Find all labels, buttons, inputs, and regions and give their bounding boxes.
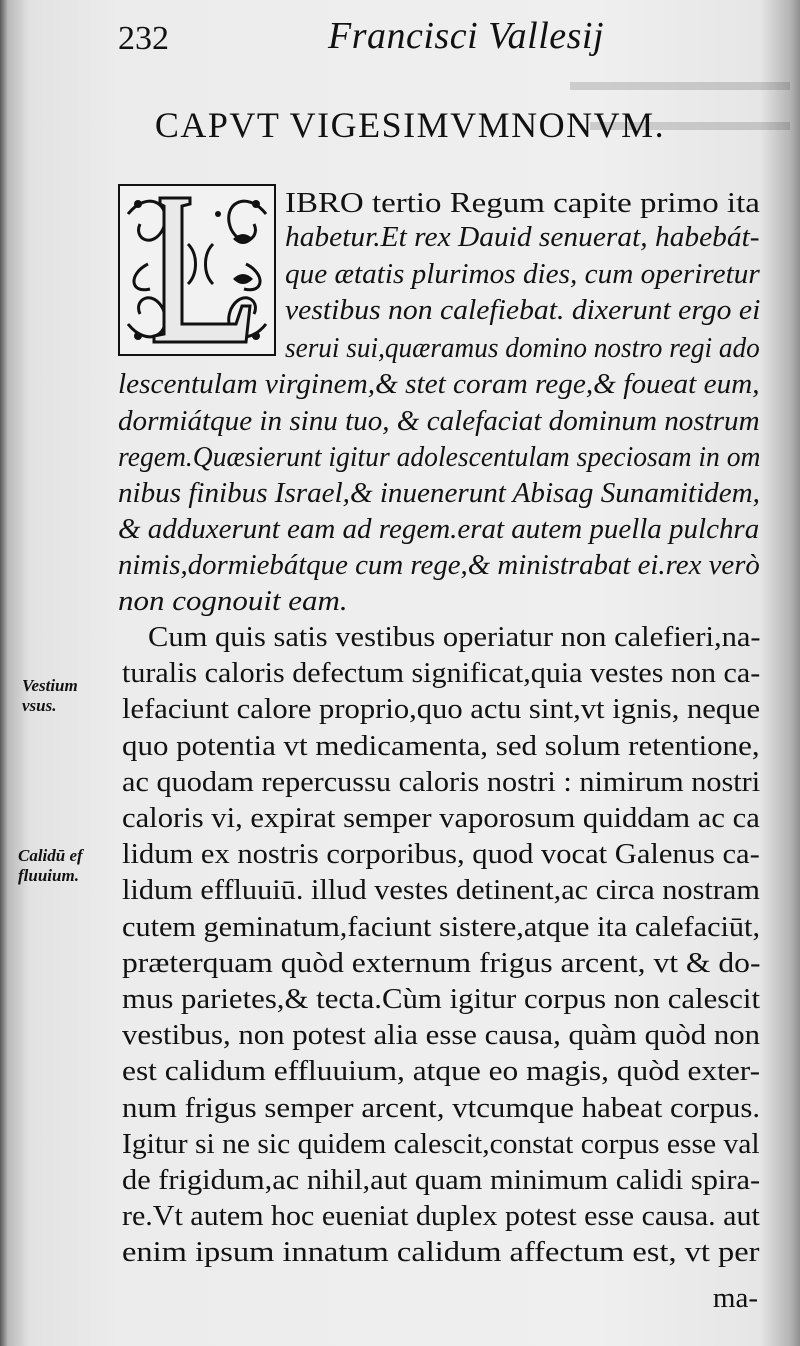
chapter-title: CAPVT VIGESIMVMNONVM. <box>154 105 666 145</box>
body-line: re.Vt autem hoc eueniat duplex potest esse causa. aut <box>122 1200 760 1233</box>
body-line: enim ipsum innatum calidum affectum est, vt per <box>122 1236 760 1269</box>
marginal-note-line: Calidū ef <box>18 846 83 865</box>
page-header <box>0 10 800 70</box>
quote-line: habetur.Et rex Dauid senuerat, habebát- <box>285 222 760 253</box>
body-line: mus parietes,& tecta.Cùm igitur corpus non calescit <box>122 983 761 1015</box>
page-number: 232 <box>118 20 169 57</box>
body-line: Cum quis satis vestibus operiatur non calefieri,na- <box>148 621 761 653</box>
quote-line: dormiátque in sinu tuo, & calefaciat dominum nostrum <box>118 406 760 437</box>
quote-line: lescentulam virginem,& stet coram rege,& foueat eum, <box>118 369 760 400</box>
catchword: ma- <box>712 1282 758 1314</box>
quote-line: que ætatis plurimos dies, cum operiretur <box>285 259 760 290</box>
body-line: cutem geminatum,faciunt sistere,atque ita calefaciūt, <box>122 910 761 943</box>
running-head: Francisci Vallesij <box>328 15 605 57</box>
body-line: ac quodam repercussu caloris nostri : nimirum nostri <box>122 765 761 798</box>
body-line: turalis caloris defectum significat,quia vestes non ca- <box>122 657 761 690</box>
body-line: lidum ex nostris corporibus, quod vocat Galenus ca- <box>122 838 760 871</box>
body-line: quo potentia vt medicamenta, sed solum retentione, <box>122 729 760 762</box>
quote-line: regem.Quæsierunt igitur adolescentulam speciosam in om <box>118 442 761 473</box>
quote-line: nibus finibus Israel,& inuenerunt Abisag Sunamitidem, <box>118 478 760 509</box>
body-line: præterquam quòd externum frigus arcent, vt & do- <box>122 946 761 979</box>
body-line: est calidum effluuium, atque eo magis, quòd exter- <box>122 1055 761 1088</box>
body-line: Igitur si ne sic quidem calescit,constat corpus esse val <box>122 1127 760 1160</box>
quote-line: IBRO tertio Regum capite primo ita <box>285 187 760 219</box>
marginal-note-line: vsus. <box>22 696 57 715</box>
body-line: vestibus, non potest alia esse causa, quàm quòd non <box>122 1019 761 1052</box>
body-line: lefaciunt calore proprio,quo actu sint,vt ignis, neque <box>122 693 761 726</box>
quote-line: non cognouit eam. <box>118 586 348 617</box>
body-line: caloris vi, expirat semper vaporosum quiddam ac ca <box>122 802 760 834</box>
quote-line: vestibus non calefiebat. dixerunt ergo ei <box>285 295 761 326</box>
quote-line: nimis,dormiebátque cum rege,& ministrabat ei.rex verò <box>118 550 760 581</box>
quote-line: serui sui,quæramus domino nostro regi ado <box>285 333 760 364</box>
marginal-note-vestium <box>22 676 78 716</box>
marginal-note-calidum <box>18 846 83 886</box>
decorated-initial-l <box>118 184 276 356</box>
marginal-note-line: Vestium <box>22 676 78 695</box>
body-line: num frigus semper arcent, vtcumque habeat corpus. <box>122 1091 761 1124</box>
quote-line: & adduxerunt eam ad regem.erat autem puella pulchra <box>118 514 760 545</box>
body-line: de frigidum,ac nihil,aut quam minimum calidi spira- <box>122 1164 761 1196</box>
body-line: lidum effluuiū. illud vestes detinent,ac circa nostram <box>122 874 760 907</box>
marginal-note-line: fluuium. <box>18 866 79 885</box>
